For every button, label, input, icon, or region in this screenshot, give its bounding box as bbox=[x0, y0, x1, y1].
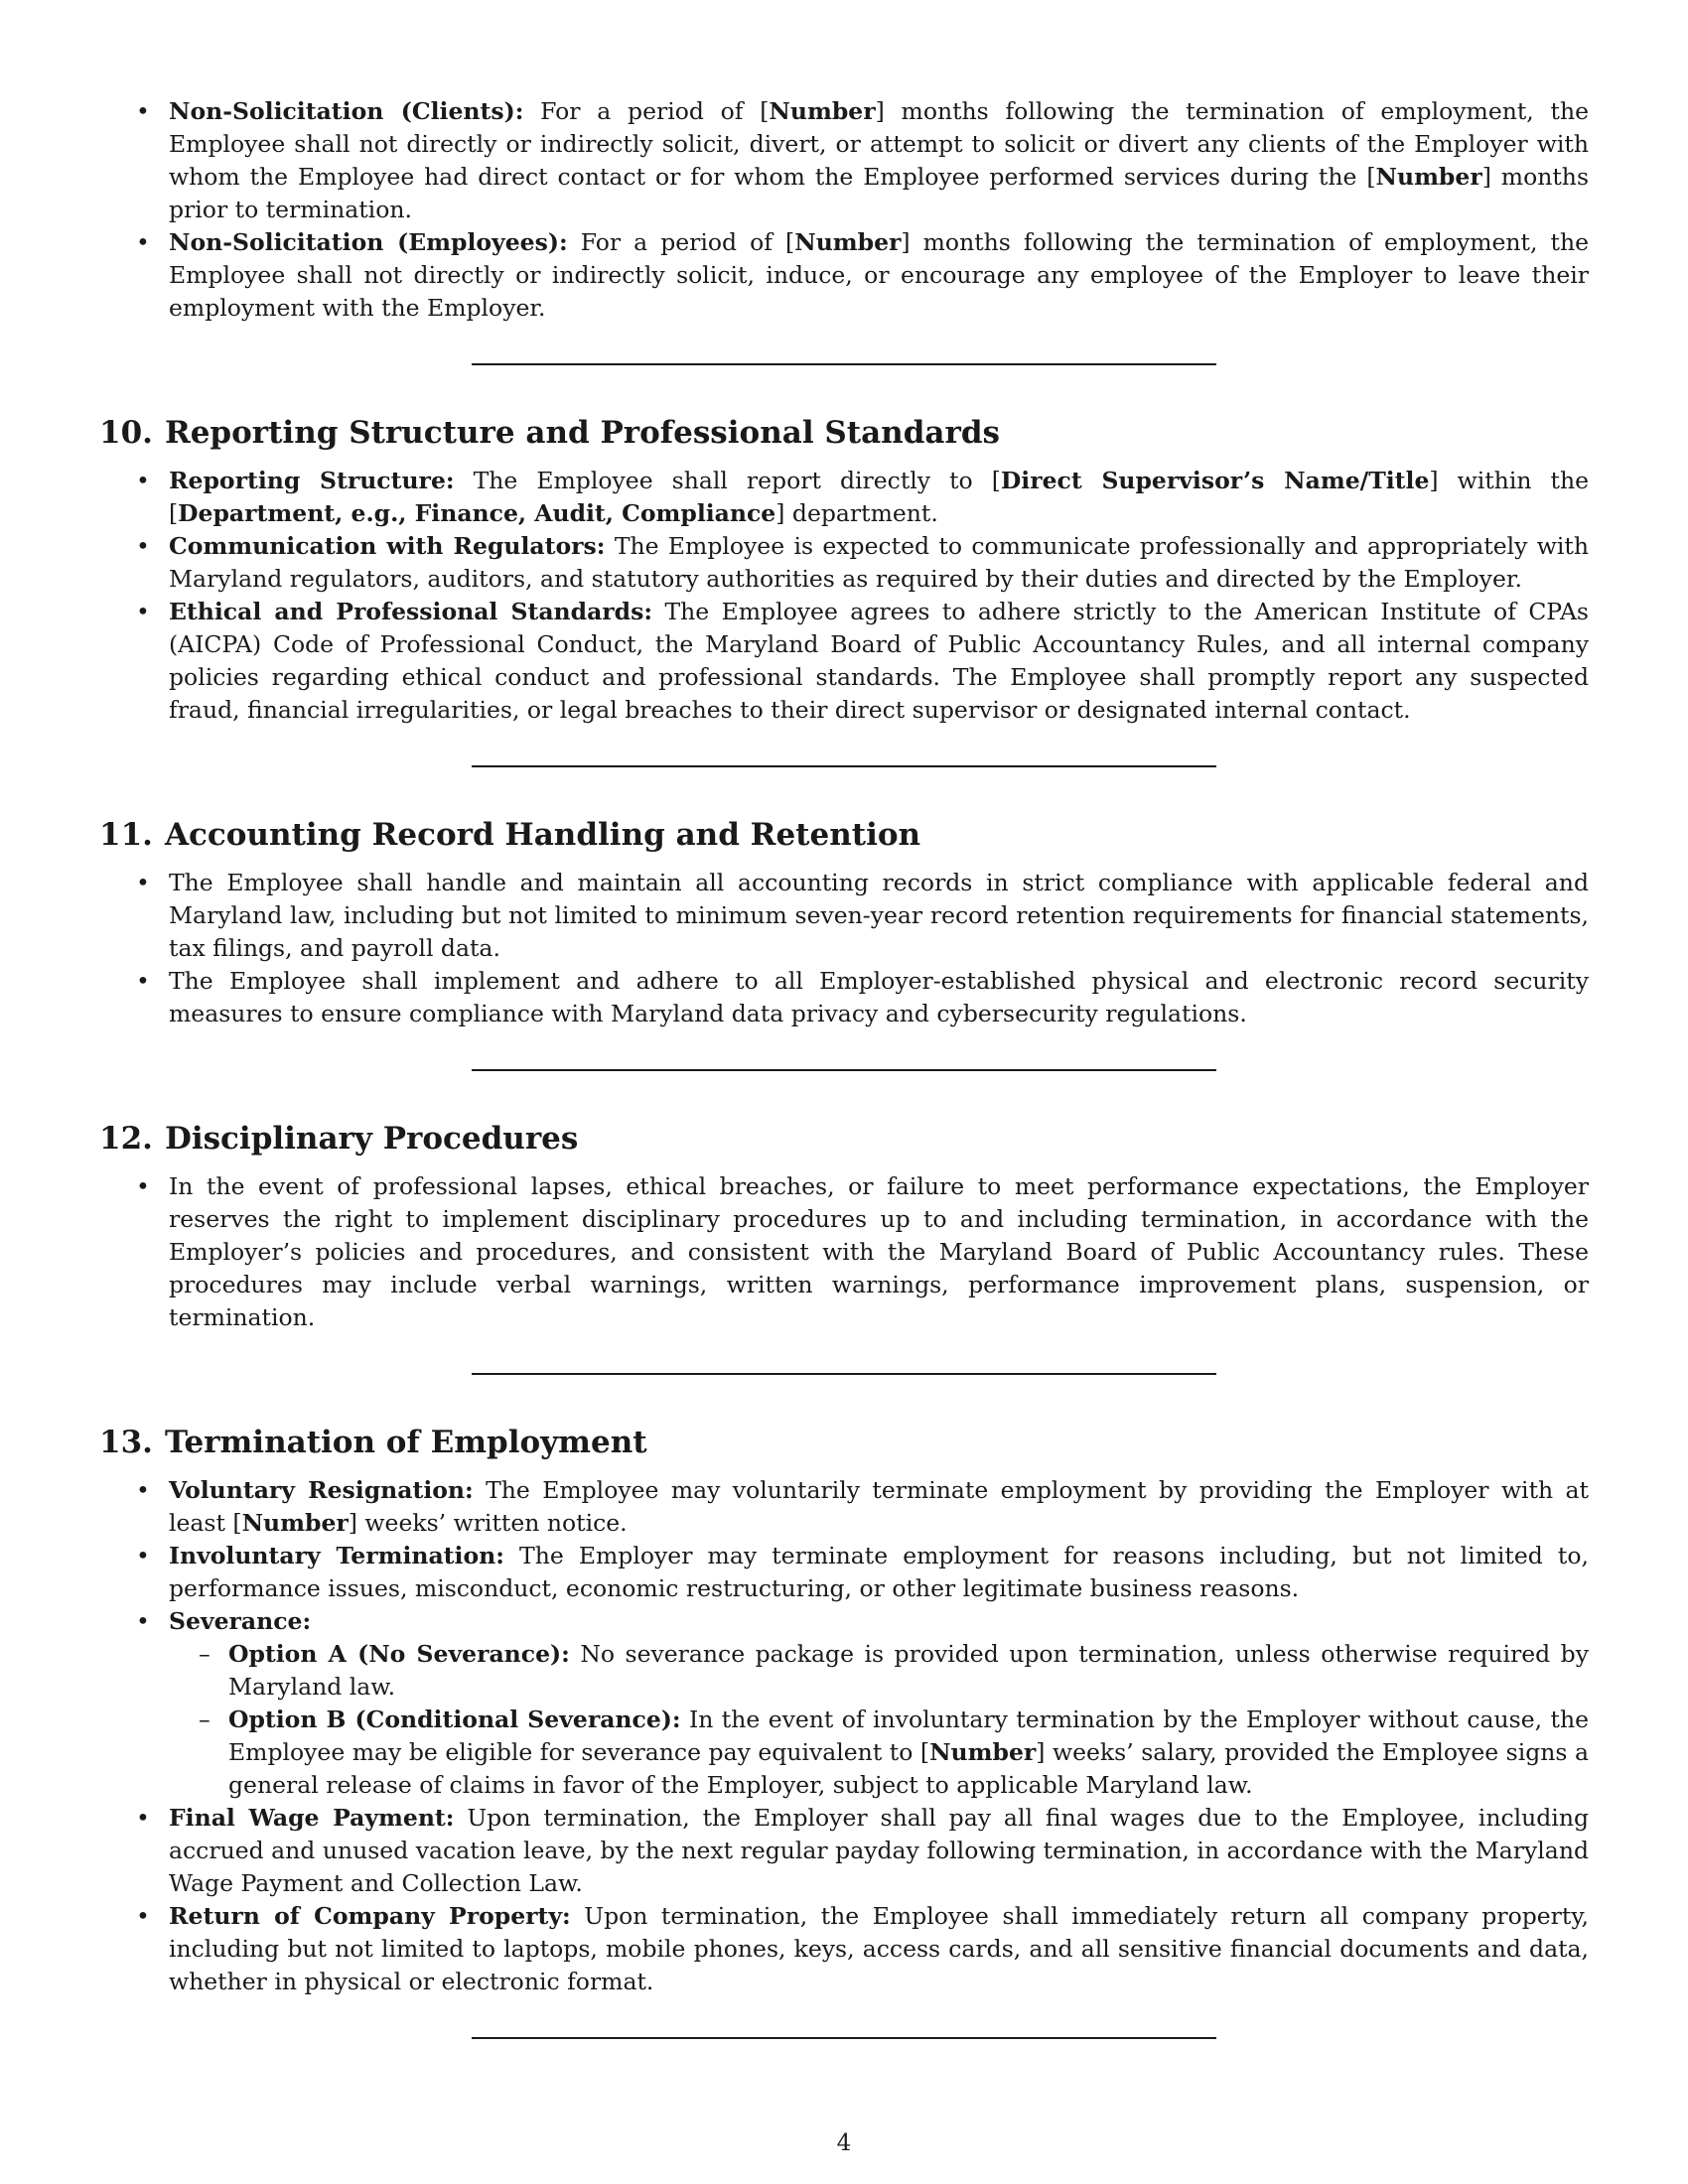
section-11-list bbox=[99, 867, 1589, 1030]
list-item: • Involuntary Termination: The Employer may terminate employment for reasons including, but not limited to, performance issues, misconduct, economic restructuring, or other legitimate business reasons. bbox=[99, 1540, 1589, 1605]
list-item: • Voluntary Resignation: The Employee may voluntarily terminate employment by providing the Employer with at least [Number] weeks’ written notice. bbox=[99, 1474, 1589, 1540]
section-heading: 10. Reporting Structure and Professional Standards bbox=[99, 415, 1000, 451]
list-item: • Reporting Structure: The Employee shall report directly to [Direct Supervisor’s Name/Title] within the [Department, e.g., Finance, Audit, Compliance] department. bbox=[99, 465, 1589, 530]
section-12-list bbox=[99, 1170, 1589, 1334]
item-label: Return of Company Property: bbox=[169, 1902, 571, 1930]
item-label: Option A (No Severance): bbox=[228, 1640, 570, 1668]
placeholder: Number bbox=[929, 1738, 1037, 1766]
item-label: Ethical and Professional Standards: bbox=[169, 598, 653, 625]
list-item: • Final Wage Payment: Upon termination, the Employer shall pay all final wages due to the Employee, including accrued and unused vacation leave, by the next regular payday following termination, in accordance with the Maryland Wage Payment and Collection Law. bbox=[99, 1802, 1589, 1900]
section-divider bbox=[472, 765, 1216, 767]
sub-list-item: – Option B (Conditional Severance): In the event of involuntary termination by the Employer without cause, the Employee may be eligible for severance pay equivalent to [Number] weeks’ salary, provided the Employee signs a general release of claims in favor of the Employer, subject to applicable Maryland law. bbox=[169, 1704, 1589, 1802]
list-item: • Non-Solicitation (Employees): For a period of [Number] months following the termination of employment, the Employee shall not directly or indirectly solicit, induce, or encourage any employee of the Employer to leave their employment with the Employer. bbox=[99, 226, 1589, 325]
page-number: 4 bbox=[836, 2130, 852, 2156]
list-item: • Communication with Regulators: The Employee is expected to communicate professionally and appropriately with Maryland regulators, auditors, and statutory authorities as required by their duties and directed by the Employer. bbox=[99, 530, 1589, 596]
severance-options bbox=[169, 1638, 1589, 1802]
placeholder: Number bbox=[1375, 163, 1482, 191]
item-label: Non-Solicitation (Employees): bbox=[169, 228, 568, 256]
item-label: Reporting Structure: bbox=[169, 467, 455, 494]
placeholder: Number bbox=[241, 1509, 349, 1537]
list-item: • The Employee shall handle and maintain all accounting records in strict compliance with applicable federal and Maryland law, including but not limited to minimum seven-year record retention requirements for financial statements, tax filings, and payroll data. bbox=[99, 867, 1589, 965]
sub-list-item: – Option A (No Severance): No severance package is provided upon termination, unless otherwise required by Maryland law. bbox=[169, 1638, 1589, 1704]
section-13-list bbox=[99, 1474, 1589, 1998]
item-label: Involuntary Termination: bbox=[169, 1542, 504, 1570]
item-label: Communication with Regulators: bbox=[169, 532, 606, 560]
list-item: • In the event of professional lapses, ethical breaches, or failure to meet performance expectations, the Employer reserves the right to implement disciplinary procedures up to and including termination, in accordance with the Employer’s policies and procedures, and consistent with the Maryland Board of Public Accountancy rules. These procedures may include verbal warnings, written warnings, performance improvement plans, suspension, or termination. bbox=[99, 1170, 1589, 1334]
section-divider bbox=[472, 1069, 1216, 1071]
item-label: Non-Solicitation (Clients): bbox=[169, 97, 524, 125]
list-item: • Return of Company Property: Upon termination, the Employee shall immediately return all company property, including but not limited to laptops, mobile phones, keys, access cards, and all sensitive financial documents and data, whether in physical or electronic format. bbox=[99, 1900, 1589, 1998]
document-page bbox=[99, 95, 1589, 2039]
placeholder: Number bbox=[794, 228, 902, 256]
item-label: Option B (Conditional Severance): bbox=[228, 1706, 681, 1733]
section-divider bbox=[472, 1373, 1216, 1375]
list-item: • The Employee shall implement and adhere to all Employer-established physical and electronic record security measures to ensure compliance with Maryland data privacy and cybersecurity regulations. bbox=[99, 965, 1589, 1030]
list-item: • Non-Solicitation (Clients): For a period of [Number] months following the termination of employment, the Employee shall not directly or indirectly solicit, divert, or attempt to solicit or divert any clients of the Employer with whom the Employee had direct contact or for whom the Employee performed services during the [Number] months prior to termination. bbox=[99, 95, 1589, 226]
section-9-list bbox=[99, 95, 1589, 325]
item-label: Voluntary Resignation: bbox=[169, 1476, 474, 1504]
placeholder: Department, e.g., Finance, Audit, Compliance bbox=[178, 499, 776, 527]
section-divider bbox=[472, 363, 1216, 365]
section-heading: 13. Termination of Employment bbox=[99, 1425, 647, 1460]
item-label: Final Wage Payment: bbox=[169, 1804, 455, 1832]
section-heading: 11. Accounting Record Handling and Retention bbox=[99, 817, 921, 853]
section-divider bbox=[472, 2037, 1216, 2039]
placeholder: Number bbox=[769, 97, 876, 125]
placeholder: Direct Supervisor’s Name/Title bbox=[1000, 467, 1430, 494]
list-item: • Ethical and Professional Standards: The Employee agrees to adhere strictly to the American Institute of CPAs (AICPA) Code of Professional Conduct, the Maryland Board of Public Accountancy Rules, and all internal company policies regarding ethical conduct and professional standards. The Employee shall promptly report any suspected fraud, financial irregularities, or legal breaches to their direct supervisor or designated internal contact. bbox=[99, 596, 1589, 727]
section-heading: 12. Disciplinary Procedures bbox=[99, 1121, 579, 1157]
section-10-list bbox=[99, 465, 1589, 727]
item-label: Severance: bbox=[169, 1607, 312, 1635]
list-item bbox=[99, 1605, 1589, 1802]
